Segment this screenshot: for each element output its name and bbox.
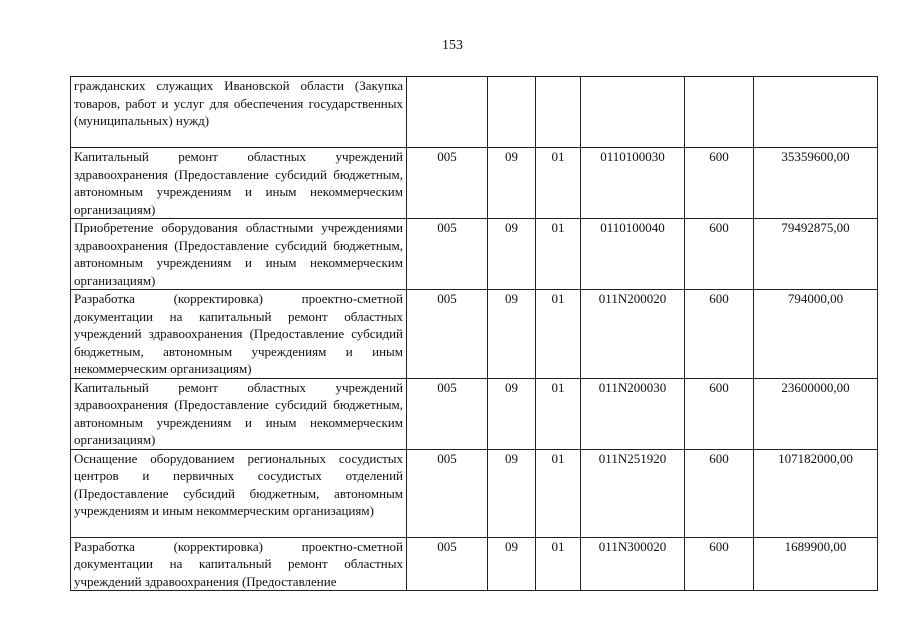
table-row	[71, 219, 878, 290]
row-target-article: 011N300020	[581, 537, 685, 591]
row-target-article: 011N200030	[581, 378, 685, 449]
row-amount: 35359600,00	[754, 148, 878, 219]
page-number: 153	[442, 38, 463, 53]
row-target-article: 0110100030	[581, 148, 685, 219]
row-target-article	[581, 77, 685, 148]
row-section-code	[488, 77, 536, 148]
table-row	[71, 537, 878, 591]
row-description: Разработка (корректировка) проектно-сметной документации на капитальный ремонт областных учреждений здравоохранения (Предоставление субсидий бюджетным, автономным учреждениям и иным некоммерческим организациям)	[71, 290, 407, 379]
row-section-code: 09	[488, 148, 536, 219]
table-row	[71, 449, 878, 537]
row-expense-type: 600	[685, 537, 754, 591]
row-subsection-code: 01	[536, 219, 581, 290]
row-expense-type	[685, 77, 754, 148]
row-subsection-code: 01	[536, 148, 581, 219]
row-section-code: 09	[488, 449, 536, 537]
row-section-code: 09	[488, 219, 536, 290]
row-section-code: 09	[488, 290, 536, 379]
row-department-code: 005	[407, 537, 488, 591]
row-description: Капитальный ремонт областных учреждений здравоохранения (Предоставление субсидий бюджетным, автономным учреждениям и иным некоммерческим организациям)	[71, 148, 407, 219]
row-target-article: 0110100040	[581, 219, 685, 290]
row-description: Капитальный ремонт областных учреждений здравоохранения (Предоставление субсидий бюджетным, автономным учреждениям и иным некоммерческим организациям)	[71, 378, 407, 449]
row-expense-type: 600	[685, 148, 754, 219]
table-row	[71, 290, 878, 379]
row-amount: 1689900,00	[754, 537, 878, 591]
row-subsection-code: 01	[536, 537, 581, 591]
row-target-article: 011N200020	[581, 290, 685, 379]
row-expense-type: 600	[685, 449, 754, 537]
row-target-article: 011N251920	[581, 449, 685, 537]
row-subsection-code: 01	[536, 378, 581, 449]
row-department-code: 005	[407, 290, 488, 379]
row-amount	[754, 77, 878, 148]
row-expense-type: 600	[685, 290, 754, 379]
row-department-code: 005	[407, 449, 488, 537]
row-description: Разработка (корректировка) проектно-сметной документации на капитальный ремонт областных учреждений здравоохранения (Предоставление	[71, 537, 407, 591]
row-amount: 107182000,00	[754, 449, 878, 537]
row-department-code	[407, 77, 488, 148]
row-expense-type: 600	[685, 378, 754, 449]
row-department-code: 005	[407, 219, 488, 290]
row-subsection-code: 01	[536, 449, 581, 537]
row-department-code: 005	[407, 378, 488, 449]
table-row	[71, 148, 878, 219]
table-row	[71, 378, 878, 449]
row-section-code: 09	[488, 378, 536, 449]
row-amount: 79492875,00	[754, 219, 878, 290]
table-row	[71, 77, 878, 148]
row-section-code: 09	[488, 537, 536, 591]
row-amount: 23600000,00	[754, 378, 878, 449]
row-subsection-code: 01	[536, 290, 581, 379]
row-description: гражданских служащих Ивановской области (Закупка товаров, работ и услуг для обеспечения государственных (муниципальных) нужд)	[71, 77, 407, 148]
row-expense-type: 600	[685, 219, 754, 290]
budget-table	[70, 76, 878, 591]
row-description: Приобретение оборудования областными учреждениями здравоохранения (Предоставление субсидий бюджетным, автономным учреждениям и иным некоммерческим организациям)	[71, 219, 407, 290]
row-amount: 794000,00	[754, 290, 878, 379]
row-description: Оснащение оборудованием региональных сосудистых центров и первичных сосудистых отделений (Предоставление субсидий бюджетным, автономным учреждениям и иным некоммерческим организациям)	[71, 449, 407, 537]
row-department-code: 005	[407, 148, 488, 219]
row-subsection-code	[536, 77, 581, 148]
